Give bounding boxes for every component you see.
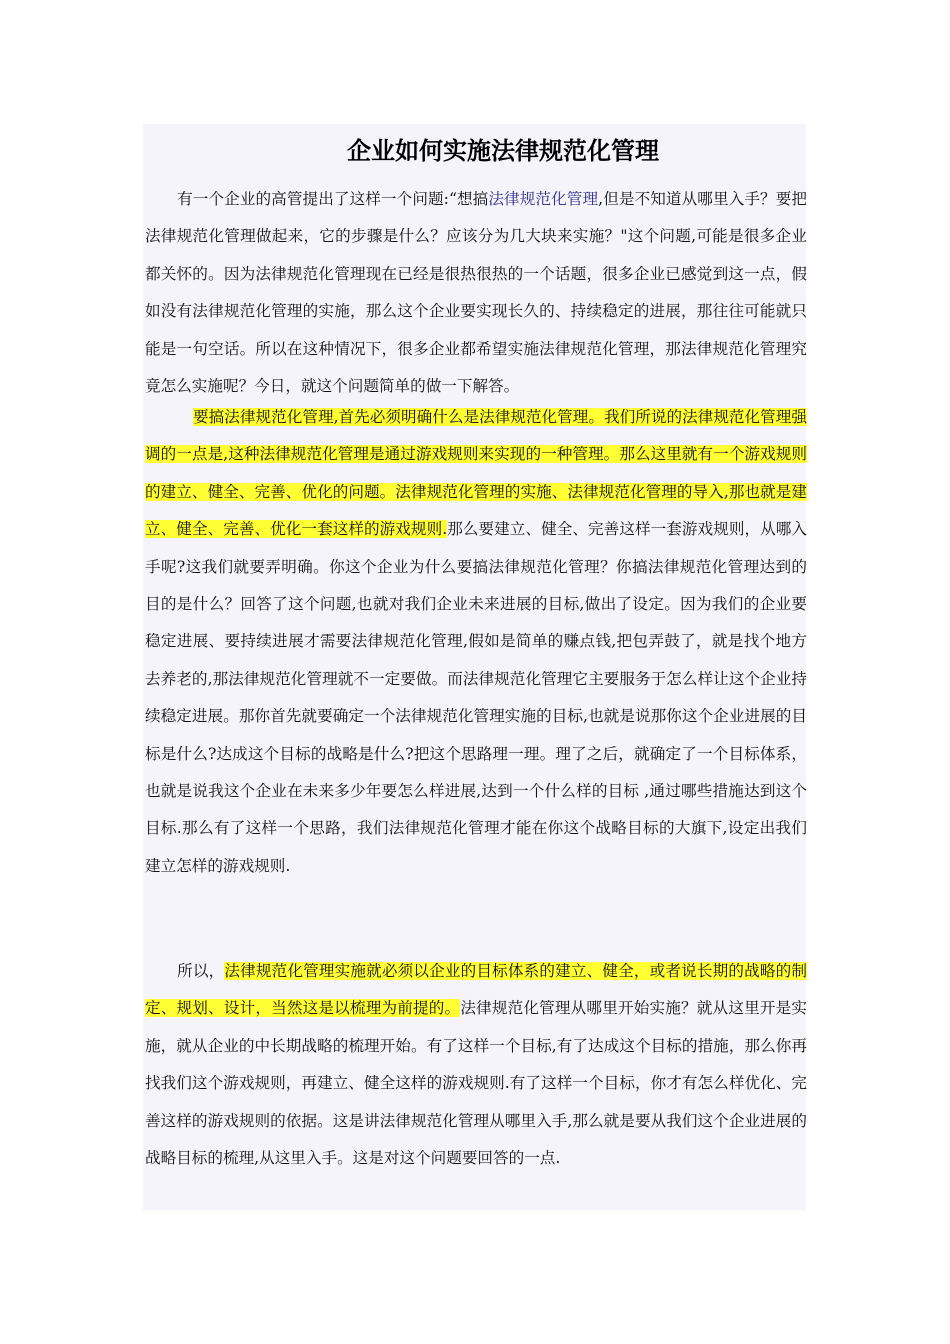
paragraph-1-text-a: 有一个企业的高管提出了这样一个问题:“想搞: [177, 190, 489, 208]
document-title: 企业如何实施法律规范化管理: [347, 136, 659, 165]
paragraph-3-highlight: 法律规范化管理实施就必须以企业的目标体系的建立、健全，或者说长期的战略的制定、规划、设计，当然这是以梳理为前提的。: [145, 962, 807, 1018]
paragraph-3-text-a: 所以，: [177, 962, 225, 980]
paragraph-2-text: 那么要建立、健全、完善这样一套游戏规则，从哪入手呢?这我们就要弄明确。你这个企业为什么要搞法律规范化管理？你搞法律规范化管理达到的目的是什么？回答了这个问题,也就对我们企业未来进展的目标,做出了设定。因为我们的企业要稳定进展、要持续进展才需要法律规范化管理,假如是简单的赚点钱,把包弄鼓了，就是找个地方去养老的,那法律规范化管理就不一定要做。而法律规范化管理它主要服务于怎么样让这个企业持续稳定进展。那你首先就要确定一个法律规范化管理实施的目标,也就是说那你这个企业进展的目标是什么?达成这个目标的战略是什么?把这个思路理一理。理了之后，就确定了一个目标体系，也就是说我这个企业在未来多少年要怎么样进展,达到一个什么样的目标 ,通过哪些措施达到这个目标.那么有了这样一个思路，我们法律规范化管理才能在你这个战略目标的大旗下,设定出我们建立怎样的游戏规则.: [145, 520, 807, 875]
paragraph-1-text-b: ,但是不知道从哪里入手？要把法律规范化管理做起来，它的步骤是什么？应该分为几大块来实施？"这个问题,可能是很多企业都关怀的。因为法律规范化管理现在已经是很热很热的一个话题，很多企业已感觉到这一点，假如没有法律规范化管理的实施，那么这个企业要实现长久的、持续稳定的进展，那往往可能就只能是一句空话。所以在这种情况下，很多企业都希望实施法律规范化管理，那法律规范化管理究竟怎么实施呢？今日，就这个问题简单的做一下解答。: [145, 190, 807, 396]
paragraph-2: [145, 399, 807, 885]
paragraph-3: [145, 953, 807, 1177]
paragraph-1: [145, 181, 807, 405]
paragraph-1-link[interactable]: 法律规范化管理: [488, 190, 599, 208]
paragraph-3-text-b: 法律规范化管理从哪里开始实施？就从这里开是实施，就从企业的中长期战略的梳理开始。有了这样一个目标,有了达成这个目标的措施，那么你再找我们这个游戏规则，再建立、健全这样的游戏规则.有了这样一个目标，你才有怎么样优化、完善这样的游戏规则的依据。这是讲法律规范化管理从哪里入手,那么就是要从我们这个企业进展的战略目标的梳理,从这里入手。这是对这个问题要回答的一点.: [145, 999, 807, 1168]
paragraph-2-highlight: 要搞法律规范化管理,首先必须明确什么是法律规范化管理。我们所说的法律规范化管理强调的一点是,这种法律规范化管理是通过游戏规则来实现的一种管理。那么这里就有一个游戏规则的建立、健全、完善、优化的问题。法律规范化管理的实施、法律规范化管理的导入,那也就是建立、健全、完善、优化一套这样的游戏规则.: [145, 408, 807, 539]
